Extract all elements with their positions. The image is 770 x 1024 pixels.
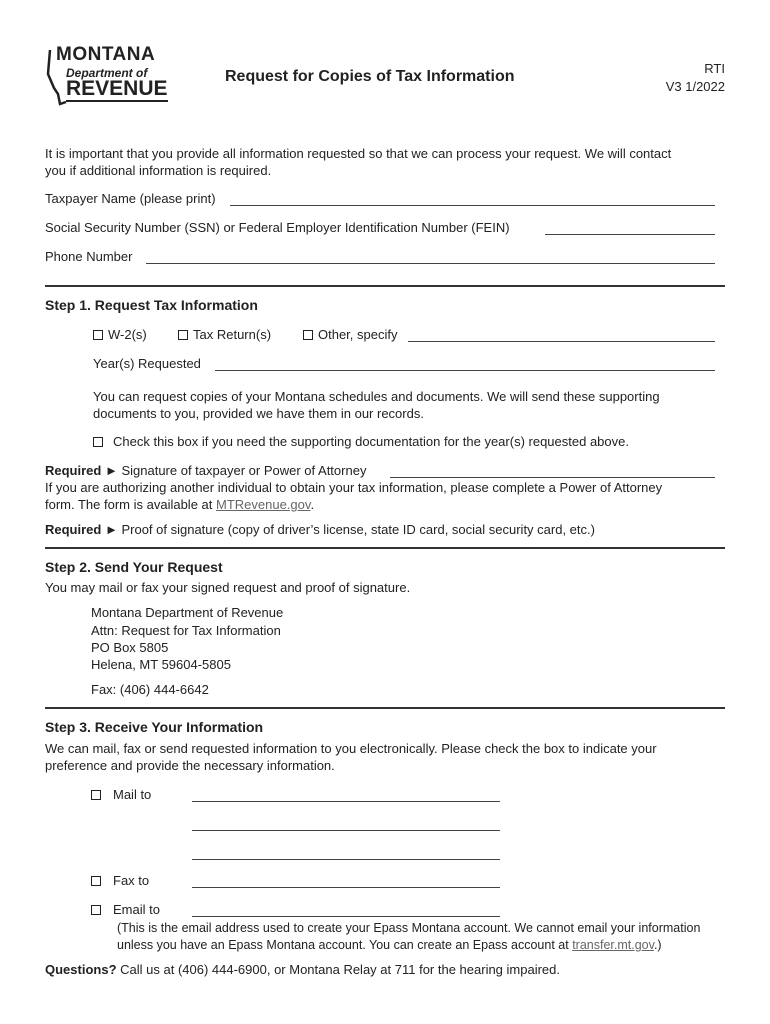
email-note-post: .) [653,938,662,952]
mtrevenue-link[interactable]: MTRevenue.gov [216,497,311,512]
fax-field[interactable] [192,887,500,888]
email-note-pre: unless you have an Epass Montana account. You can create an Epass account at [117,938,569,952]
fax-option[interactable] [91,873,149,888]
other-specify-field[interactable] [408,341,715,342]
tax-return-label: Tax Return(s) [193,327,272,342]
phone-field[interactable] [146,263,715,264]
divider [45,285,725,287]
page-title: Request for Copies of Tax Information [225,68,515,85]
logo-department: Department of [66,66,148,80]
fax-checkbox[interactable] [91,876,101,886]
w2-checkbox[interactable] [93,330,103,340]
address-line1: Montana Department of Revenue [91,605,284,620]
supporting-text-line2: documents to you, provided we have them in our records. [93,406,424,421]
mail-address-field-1[interactable] [192,801,500,802]
email-field[interactable] [192,916,500,917]
form-version: V3 1/2022 [665,79,725,94]
proof-label: Proof of signature (copy of driver’s license, state ID card, social security card, etc.) [121,522,595,537]
step3-intro-line1: We can mail, fax or send requested information to you electronically. Please check the box to indicate your [45,741,657,756]
arrow-icon: ► [104,463,118,478]
address-line4: Helena, MT 59604-5805 [91,657,231,672]
years-field[interactable] [215,370,715,371]
fax-number: Fax: (406) 444-6642 [91,682,209,697]
questions-footer [45,962,560,977]
tax-return-option[interactable] [178,327,271,342]
address-line2: Attn: Request for Tax Information [91,623,281,638]
email-option[interactable] [91,902,160,917]
step1-heading: Step 1. Request Tax Information [45,297,258,313]
mail-label: Mail to [113,787,152,802]
w2-option[interactable] [93,327,147,342]
other-option[interactable] [303,327,397,342]
email-checkbox[interactable] [91,905,101,915]
step2-heading: Step 2. Send Your Request [45,559,223,575]
form-code: RTI [704,61,725,76]
fax-label: Fax to [113,873,150,888]
signature-field[interactable] [390,477,715,478]
arrow-icon: ► [104,522,118,537]
years-label: Year(s) Requested [93,356,201,371]
poa-text-line1: If you are authorizing another individual to obtain your tax information, please complete a Power of Attorney [45,480,663,495]
step3-intro-line2: preference and provide the necessary information. [45,758,335,773]
other-checkbox[interactable] [303,330,313,340]
w2-label: W-2(s) [108,327,147,342]
poa-text-line2 [45,497,314,512]
poa-text-post: . [310,497,315,512]
signature-row [45,463,366,478]
tax-return-checkbox[interactable] [178,330,188,340]
mail-address-field-2[interactable] [192,830,500,831]
other-label: Other, specify [318,327,398,342]
required-label: Required [45,522,102,537]
questions-text: Call us at (406) 444-6900, or Montana Relay at 711 for the hearing impaired. [120,962,560,977]
questions-label: Questions? [45,962,117,977]
proof-row [45,522,595,537]
mail-address-field-3[interactable] [192,859,500,860]
taxpayer-name-label: Taxpayer Name (please print) [45,191,216,206]
mail-option[interactable] [91,787,151,802]
logo-revenue: REVENUE [66,77,168,100]
intro-text-line2: you if additional information is required. [45,163,272,178]
poa-text-pre: form. The form is available at [45,497,213,512]
mail-checkbox[interactable] [91,790,101,800]
required-label: Required [45,463,102,478]
divider [45,547,725,549]
supporting-text-line1: You can request copies of your Montana schedules and documents. We will send these supporting [93,389,660,404]
supporting-docs-label: Check this box if you need the supporting documentation for the year(s) requested above. [113,434,629,449]
logo-montana: MONTANA [56,44,156,65]
transfer-link[interactable]: transfer.mt.gov [572,938,654,952]
divider [45,707,725,709]
step2-intro: You may mail or fax your signed request and proof of signature. [45,580,411,595]
intro-text-line1: It is important that you provide all information requested so that we can process your request. We will contact [45,146,672,161]
email-note-line1: (This is the email address used to create your Epass Montana account. We cannot email your information [117,921,701,935]
email-note-line2 [117,938,662,952]
taxpayer-name-field[interactable] [230,205,715,206]
supporting-docs-checkbox[interactable] [93,437,103,447]
step3-heading: Step 3. Receive Your Information [45,719,264,735]
email-label: Email to [113,902,160,917]
mt-revenue-logo [44,44,168,106]
supporting-docs-option[interactable] [93,434,629,449]
ssn-label: Social Security Number (SSN) or Federal Employer Identification Number (FEIN) [45,220,510,235]
ssn-field[interactable] [545,234,715,235]
signature-label: Signature of taxpayer or Power of Attorney [121,463,367,478]
address-line3: PO Box 5805 [91,640,169,655]
phone-label: Phone Number [45,249,133,264]
